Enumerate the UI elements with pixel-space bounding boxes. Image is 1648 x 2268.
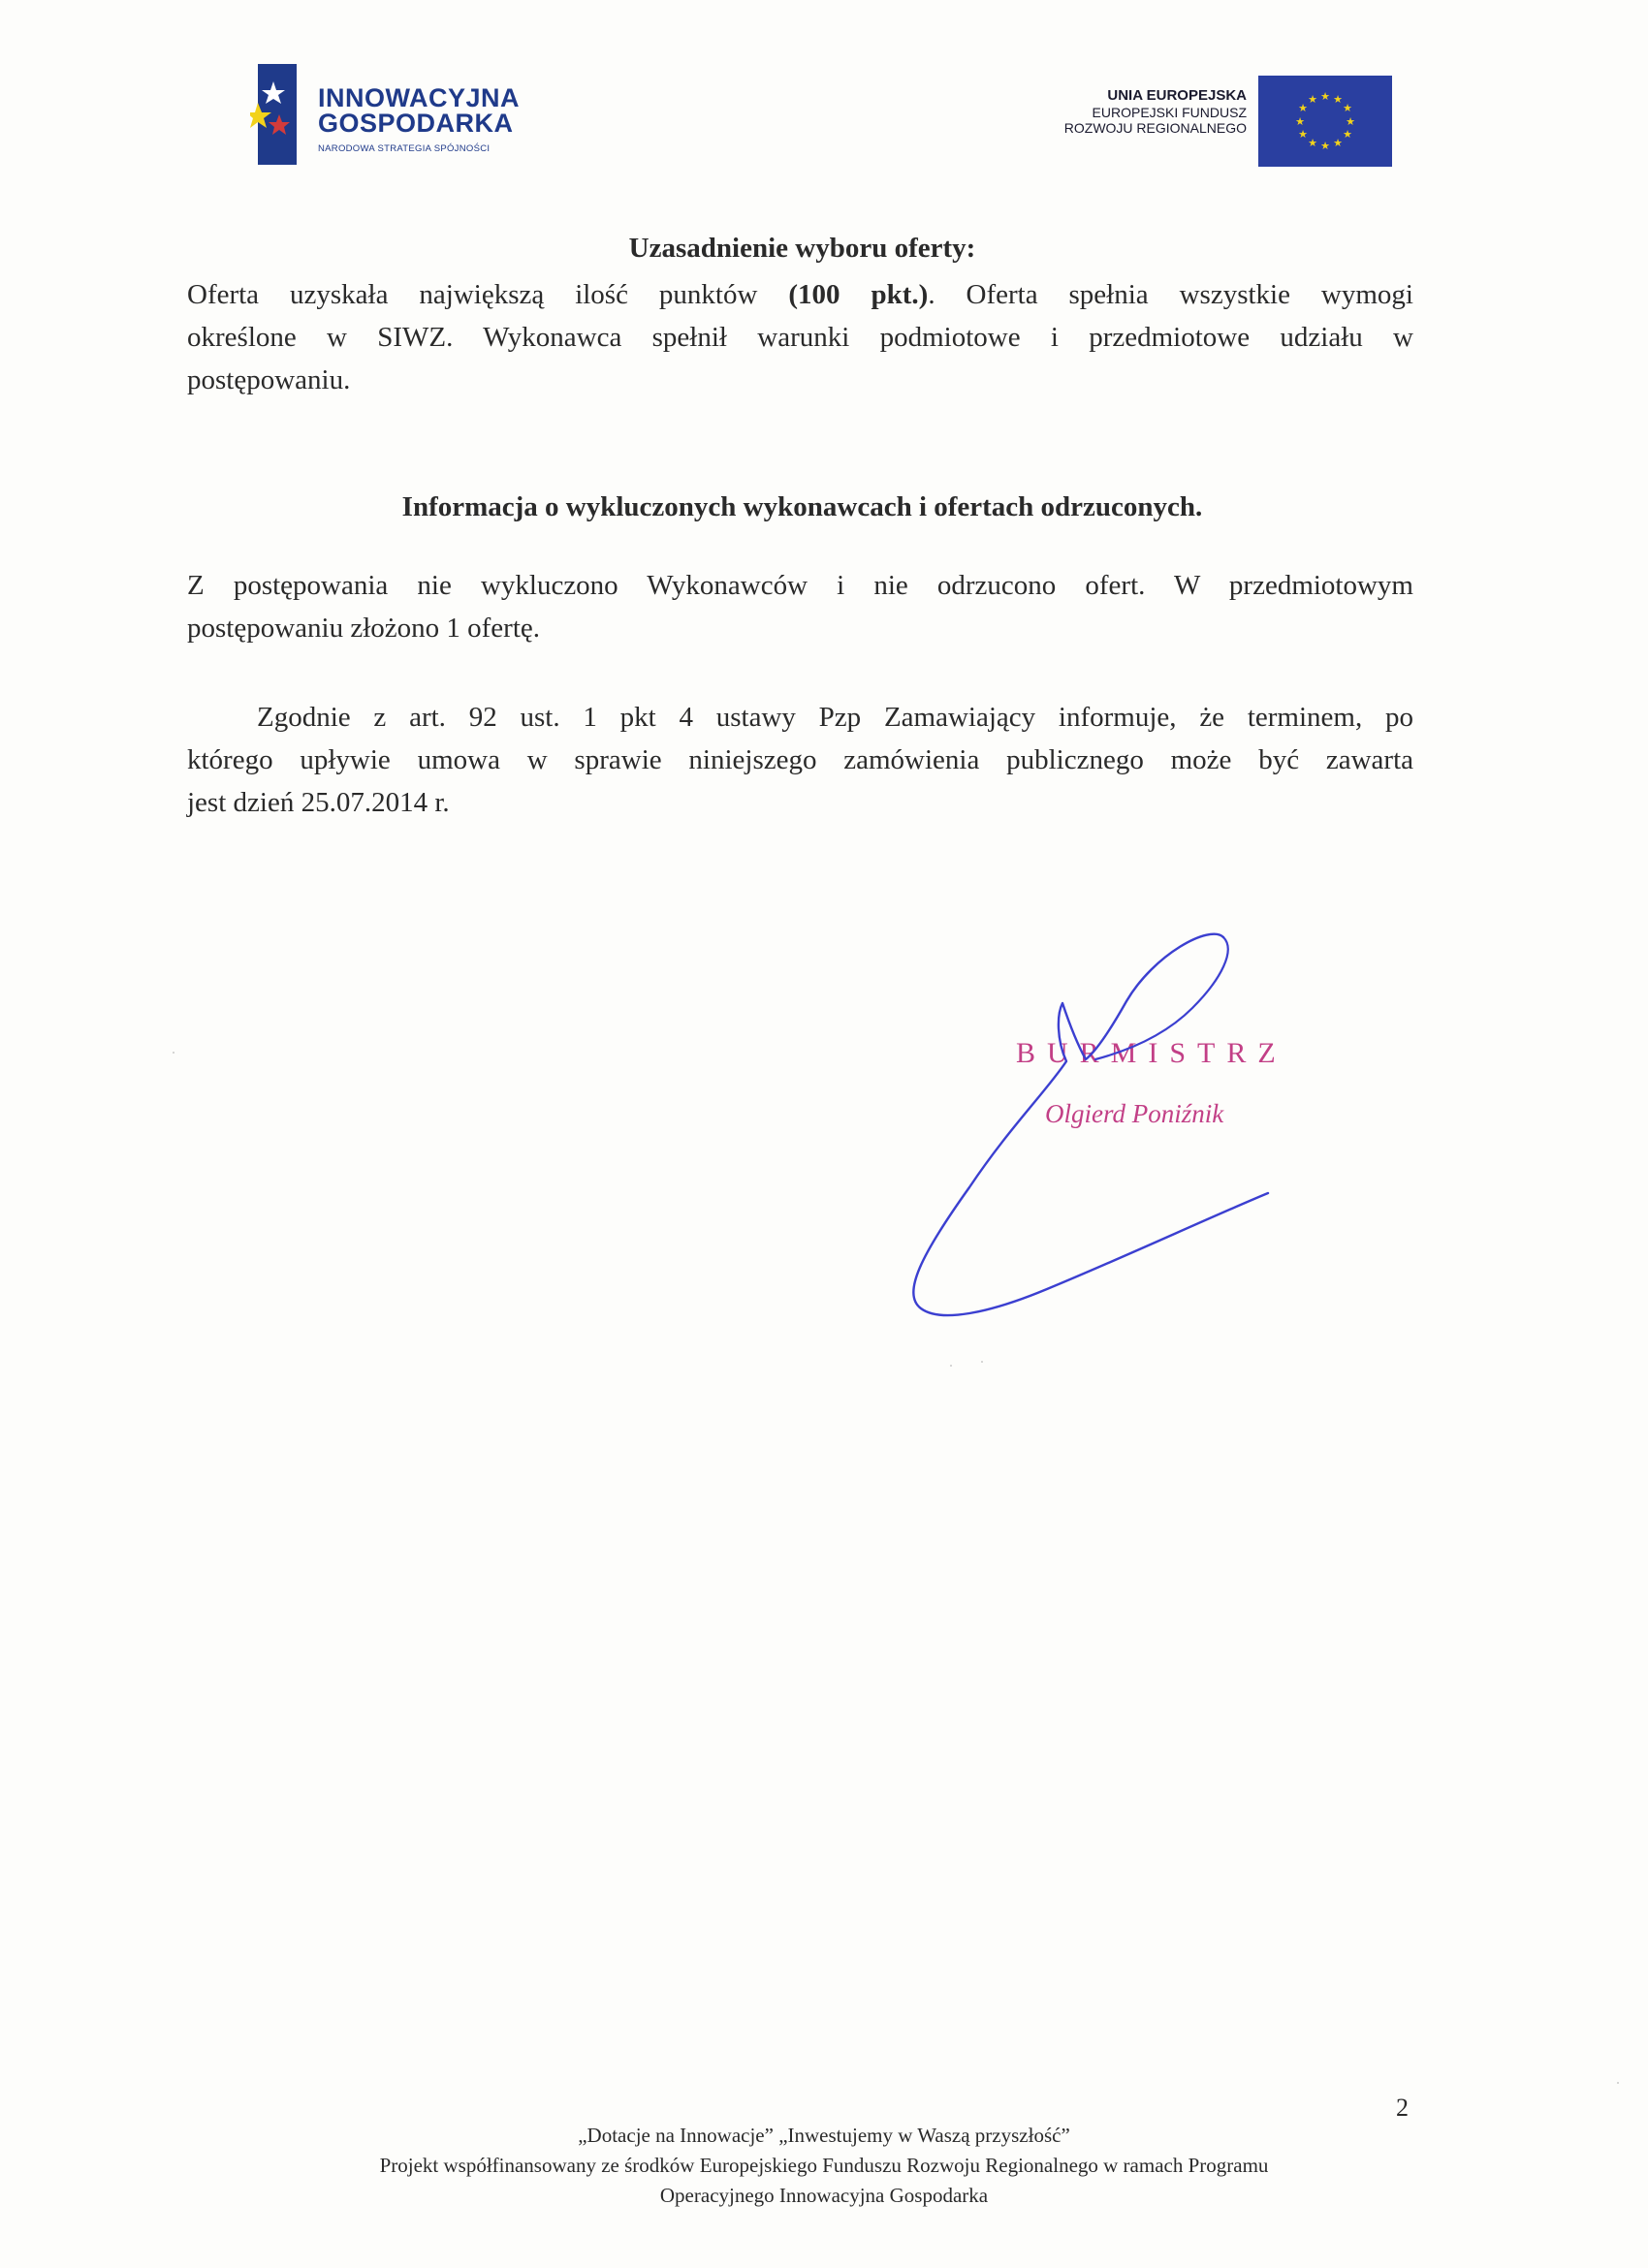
paragraph-justification-line3: postępowaniu.	[187, 364, 351, 395]
scan-speck	[950, 1365, 952, 1367]
handwritten-signature	[902, 926, 1309, 1333]
footer-line2: Projekt współfinansowany ze środków Europejskiego Funduszu Rozwoju Regionalnego w ramach Programu	[379, 2154, 1269, 2177]
page-number: 2	[1396, 2094, 1409, 2122]
svg-text:★: ★	[1346, 115, 1355, 128]
svg-text:★: ★	[1320, 140, 1330, 152]
heading-justification: Uzasadnienie wyboru oferty:	[628, 233, 976, 264]
paragraph-justification-line1	[187, 273, 1413, 316]
svg-text:★: ★	[1343, 102, 1352, 114]
scan-speck	[173, 1052, 174, 1054]
stamp-name: Olgierd Poniźnik	[1045, 1099, 1224, 1128]
heading-excluded-info: Informacja o wykluczonych wykonawcach i ofertach odrzuconych.	[401, 491, 1203, 522]
eu-logo-text	[1064, 87, 1247, 137]
text-segment: . Oferta spełnia wszystkie wymogi	[928, 279, 1413, 310]
paragraph-contract-line1: Zgodnie z art. 92 ust. 1 pkt 4 ustawy Pzp Zamawiający informuje, że terminem, po	[257, 702, 1413, 733]
stamp-title: BURMISTRZ	[1016, 1037, 1287, 1069]
svg-text:★: ★	[1333, 137, 1343, 149]
scan-speck	[981, 1361, 983, 1363]
paragraph-justification	[187, 273, 1413, 401]
paragraph-contract-line3: jest dzień 25.07.2014 r.	[187, 787, 450, 818]
footer-line3: Operacyjnego Innowacyjna Gospodarka	[659, 2184, 989, 2207]
points-bold: (100 pkt.)	[788, 279, 929, 310]
eu-logo-line2: EUROPEJSKI FUNDUSZ	[1092, 104, 1247, 120]
paragraph-contract-line2: którego upływie umowa w sprawie niniejszego zamówienia publicznego może być zawarta	[187, 744, 1413, 775]
text-segment: Oferta uzyskała największą ilość punktów	[187, 279, 789, 310]
logo-ig-line3: NARODOWA STRATEGIA SPÓJNOŚCI	[318, 143, 491, 154]
logo-ig-line2: GOSPODARKA	[318, 109, 514, 138]
paragraph-excluded-line1: Z postępowania nie wykluczono Wykonawców i nie odrzucono ofert. W przedmiotowym	[187, 570, 1413, 601]
svg-text:★: ★	[1298, 102, 1308, 114]
svg-text:★: ★	[1308, 137, 1317, 149]
svg-text:★: ★	[1320, 90, 1330, 103]
paragraph-justification-line2: określone w SIWZ. Wykonawca spełnił warunki podmiotowe i przedmiotowe udziału w	[187, 322, 1413, 353]
footer-line1: „Dotacje na Innowacje” „Inwestujemy w Waszą przyszłość”	[578, 2124, 1070, 2147]
svg-text:★: ★	[1333, 93, 1343, 106]
footer	[145, 2121, 1503, 2211]
eu-flag-icon	[1258, 76, 1392, 167]
paragraph-contract-date	[187, 696, 1413, 824]
innowacyjna-gospodarka-logo	[250, 64, 560, 167]
paragraph-excluded-line2: postępowaniu złożono 1 ofertę.	[187, 613, 541, 644]
svg-text:★: ★	[1308, 93, 1317, 106]
svg-text:★: ★	[1343, 128, 1352, 141]
svg-text:★: ★	[1298, 128, 1308, 141]
svg-text:★: ★	[1295, 115, 1305, 128]
innowacyjna-gospodarka-logo-icon	[250, 64, 297, 165]
eu-logo-line3: ROZWOJU REGIONALNEGO	[1063, 120, 1247, 137]
unia-europejska-logo	[998, 72, 1392, 169]
paragraph-excluded-info	[187, 564, 1413, 649]
scan-speck	[1617, 2082, 1619, 2084]
eu-logo-line1: UNIA EUROPEJSKA	[1107, 87, 1247, 104]
logo-ig-line1: INNOWACYJNA	[318, 83, 521, 112]
